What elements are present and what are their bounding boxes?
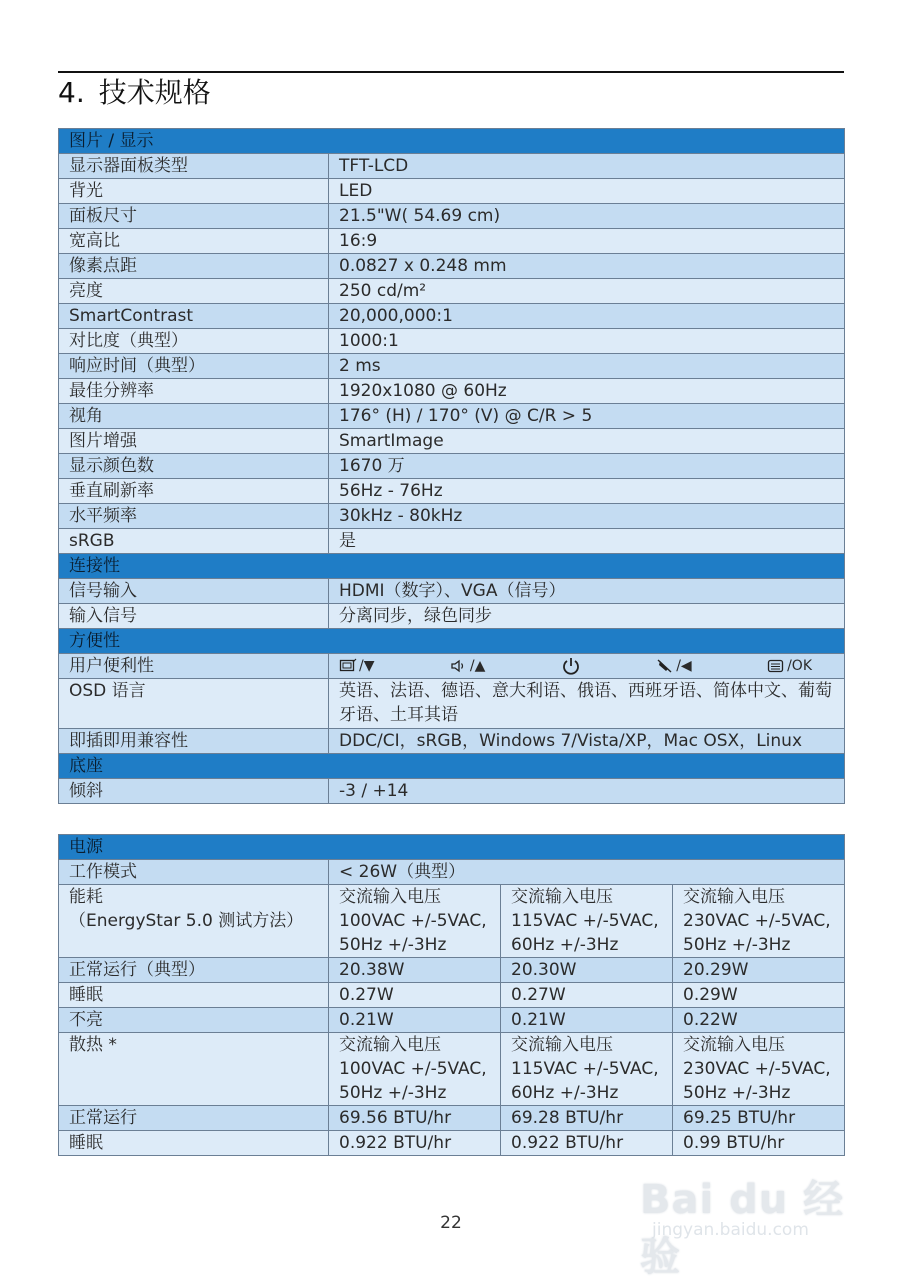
spec-label: 倾斜 [59,779,329,804]
spec-label: 视角 [59,404,329,429]
mute-icon [656,658,674,674]
spec-label: 像素点距 [59,254,329,279]
section-header-power: 电源 [59,835,845,860]
watermark-url: jingyan.baidu.com [652,1220,809,1240]
spec-value: 30kHz - 80kHz [329,504,845,529]
section-number: 4. [58,76,85,109]
spec-value: 0.29W [673,983,845,1008]
spec-label: 对比度（典型） [59,329,329,354]
condition-line: 50Hz +/-3Hz [339,935,447,955]
spec-value: 1000:1 [329,329,845,354]
spec-label: 宽高比 [59,229,329,254]
spec-value: 69.56 BTU/hr [329,1106,501,1131]
spec-value: 1670 万 [329,454,845,479]
spec-label: SmartContrast [59,304,329,329]
heat-label: 散热 * [59,1033,329,1106]
spec-value: 20.29W [673,958,845,983]
condition-cell [329,1033,501,1106]
mute-control [656,654,691,678]
spec-label: 垂直刷新率 [59,479,329,504]
spec-label: 不亮 [59,1008,329,1033]
volume-icon [450,658,468,674]
spec-value: 0.27W [329,983,501,1008]
top-rule [58,71,844,73]
spec-label: sRGB [59,529,329,554]
spec-value: SmartImage [329,429,845,454]
spec-value: 0.21W [501,1008,673,1033]
spec-value: 分离同步，绿色同步 [329,604,845,629]
spec-label: 工作模式 [59,860,329,885]
spec-value: 69.25 BTU/hr [673,1106,845,1131]
condition-line: 交流输入电压 [339,1035,441,1055]
smartimage-control [339,654,374,678]
spec-label: 睡眠 [59,1131,329,1156]
spec-label: 面板尺寸 [59,204,329,229]
condition-line: 60Hz +/-3Hz [511,935,619,955]
mute-suffix: /◀ [676,658,692,674]
spec-value: < 26W（典型） [329,860,845,885]
condition-cell [501,885,673,958]
spec-value: 0.922 BTU/hr [501,1131,673,1156]
section-header-stand: 底座 [59,754,845,779]
condition-line: 230VAC +/-5VAC, [683,911,831,931]
condition-line: 100VAC +/-5VAC, [339,911,487,931]
spec-value: 0.0827 x 0.248 mm [329,254,845,279]
convenience-controls [329,654,845,679]
spec-label: 即插即用兼容性 [59,729,329,754]
spec-value: 是 [329,529,845,554]
spec-label: 正常运行 [59,1106,329,1131]
volume-suffix: /▲ [469,658,486,674]
menu-suffix: /OK [787,658,812,674]
watermark-logo [640,1150,850,1280]
condition-line: 50Hz +/-3Hz [683,935,791,955]
spec-value: 250 cd/m² [329,279,845,304]
spec-value: 0.922 BTU/hr [329,1131,501,1156]
condition-line: 交流输入电压 [511,1035,613,1055]
spec-label: 水平频率 [59,504,329,529]
smartimage-icon [339,658,357,674]
spec-value: -3 / +14 [329,779,845,804]
spec-value: 16:9 [329,229,845,254]
spec-label: 图片增强 [59,429,329,454]
spec-value: 69.28 BTU/hr [501,1106,673,1131]
spec-label: 背光 [59,179,329,204]
spec-value: 176° (H) / 170° (V) @ C/R > 5 [329,404,845,429]
spec-value: 20,000,000:1 [329,304,845,329]
consumption-method: （EnergyStar 5.0 测试方法） [69,911,304,931]
spec-label: 显示颜色数 [59,454,329,479]
condition-line: 115VAC +/-5VAC, [511,1059,659,1079]
spec-label: 响应时间（典型） [59,354,329,379]
condition-line: 100VAC +/-5VAC, [339,1059,487,1079]
condition-line: 50Hz +/-3Hz [683,1083,791,1103]
spec-value: 20.38W [329,958,501,983]
spec-value: 0.99 BTU/hr [673,1131,845,1156]
spec-value: DDC/CI，sRGB，Windows 7/Vista/XP，Mac OSX，Linux [329,729,845,754]
spec-value: 20.30W [501,958,673,983]
spec-label: 亮度 [59,279,329,304]
condition-cell [501,1033,673,1106]
power-control [561,656,581,676]
condition-line: 交流输入电压 [683,1035,785,1055]
section-header-display: 图片 / 显示 [59,129,845,154]
condition-cell [329,885,501,958]
condition-line: 交流输入电压 [683,887,785,907]
condition-line: 交流输入电压 [339,887,441,907]
spec-label: 显示器面板类型 [59,154,329,179]
spec-label: 睡眠 [59,983,329,1008]
smartimage-suffix: /▼ [359,658,375,674]
section-header-convenience: 方便性 [59,629,845,654]
condition-line: 115VAC +/-5VAC, [511,911,659,931]
spec-value: 英语、法语、德语、意大利语、俄语、西班牙语、简体中文、葡萄牙语、土耳其语 [329,679,845,729]
spec-value: HDMI（数字）、VGA（信号） [329,579,845,604]
spec-value: 2 ms [329,354,845,379]
page-number: 22 [440,1213,462,1233]
spec-table-power [58,834,845,1156]
spec-table-display [58,128,845,804]
condition-cell [673,885,845,958]
spec-label: 正常运行（典型） [59,958,329,983]
consumption-title: 能耗 [69,887,103,907]
spec-label: 信号输入 [59,579,329,604]
spec-value: 0.27W [501,983,673,1008]
menu-control [767,654,812,678]
section-title: 技术规格 [98,76,211,109]
spec-value: 21.5"W( 54.69 cm) [329,204,845,229]
spec-value: 0.21W [329,1008,501,1033]
spec-value: TFT-LCD [329,154,845,179]
condition-line: 50Hz +/-3Hz [339,1083,447,1103]
menu-icon [767,658,785,674]
watermark-main: Bai du 经验 [640,1177,845,1280]
power-icon [561,656,581,676]
condition-line: 交流输入电压 [511,887,613,907]
condition-line: 60Hz +/-3Hz [511,1083,619,1103]
section-header-connectivity: 连接性 [59,554,845,579]
spec-label: 最佳分辨率 [59,379,329,404]
spec-label: OSD 语言 [59,679,329,729]
condition-cell [673,1033,845,1106]
spec-value: LED [329,179,845,204]
condition-line: 230VAC +/-5VAC, [683,1059,831,1079]
spec-value: 1920x1080 @ 60Hz [329,379,845,404]
page-title [58,76,211,110]
consumption-label [59,885,329,958]
spec-label: 用户便利性 [59,654,329,679]
spec-value: 0.22W [673,1008,845,1033]
volume-control [450,654,485,678]
spec-value: 56Hz - 76Hz [329,479,845,504]
spec-label: 输入信号 [59,604,329,629]
